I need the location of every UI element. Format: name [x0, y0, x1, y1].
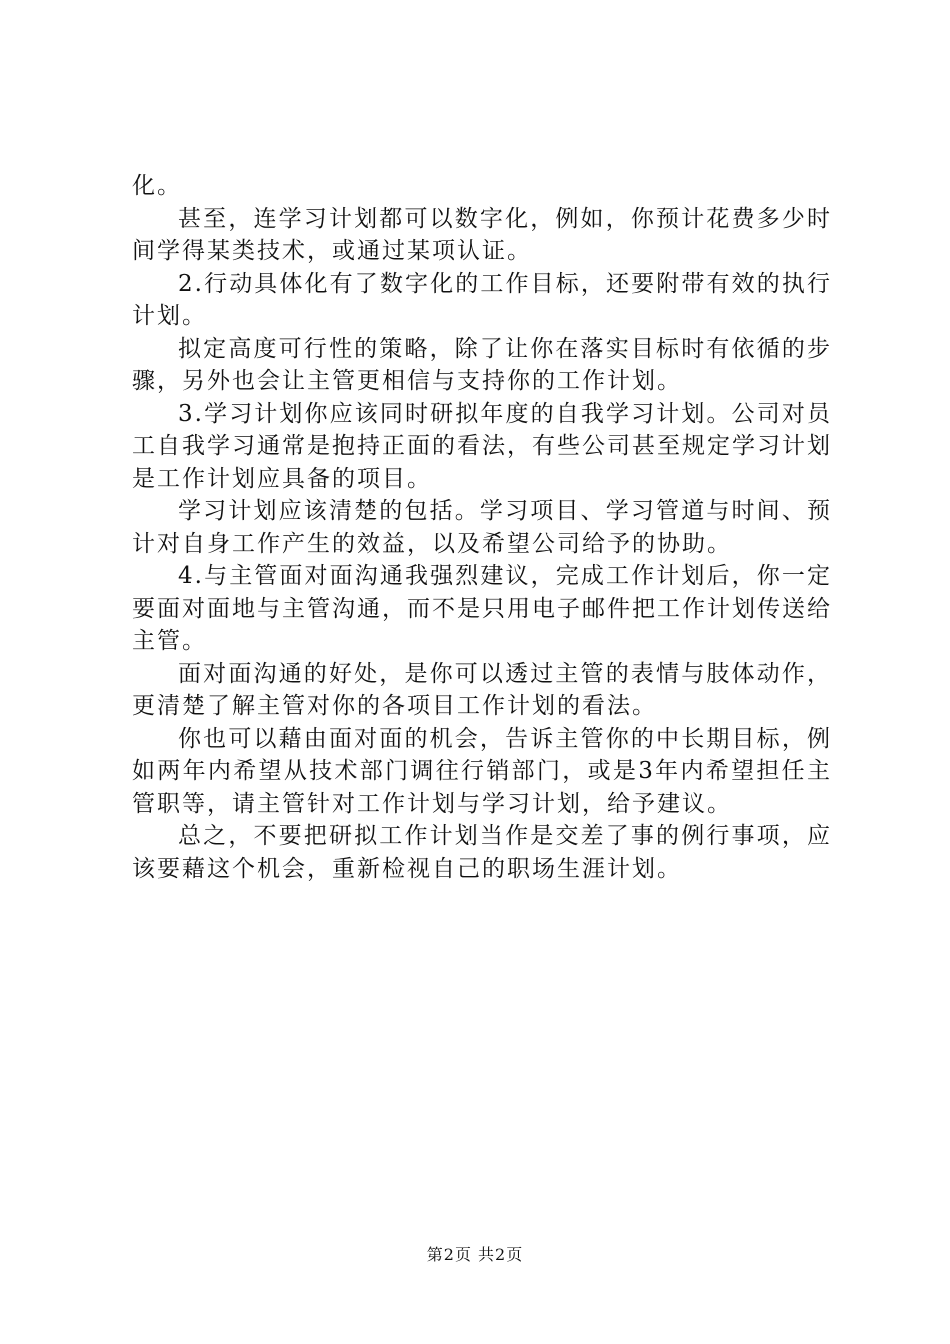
page-number-footer: 第2页 共2页 — [426, 1245, 524, 1264]
paragraph-conclusion: 总之，不要把研拟工作计划当作是交差了事的例行事项，应该要藉这个机会，重新检视自己的职场生涯计划。 — [132, 823, 832, 882]
paragraph-section-2: 2.行动具体化有了数字化的工作目标，还要附带有效的执行计划。 — [132, 270, 832, 329]
paragraph: 你也可以藉由面对面的机会，告诉主管你的中长期目标，例如两年内希望从技术部门调往行销部门，或是3年内希望担任主管职等，请主管针对工作计划与学习计划，给予建议。 — [132, 725, 832, 817]
paragraph: 面对面沟通的好处，是你可以透过主管的表情与肢体动作，更清楚了解主管对你的各项目工作计划的看法。 — [132, 660, 832, 719]
paragraph: 拟定高度可行性的策略，除了让你在落实目标时有依循的步骤，另外也会让主管更相信与支持你的工作计划。 — [132, 335, 832, 394]
document-body — [132, 170, 832, 885]
paragraph-section-4: 4.与主管面对面沟通我强烈建议，完成工作计划后，你一定要面对面地与主管沟通，而不是只用电子邮件把工作计划传送给主管。 — [132, 563, 832, 654]
paragraph-section-3: 3.学习计划你应该同时研拟年度的自我学习计划。公司对员工自我学习通常是抱持正面的看法，有些公司甚至规定学习计划是工作计划应具备的项目。 — [132, 400, 832, 492]
paragraph: 甚至，连学习计划都可以数字化，例如，你预计花费多少时间学得某类技术，或通过某项认证。 — [132, 205, 832, 264]
paragraph-continuation: 化。 — [132, 173, 182, 199]
paragraph: 学习计划应该清楚的包括。学习项目、学习管道与时间、预计对自身工作产生的效益，以及希望公司给予的协助。 — [132, 498, 832, 557]
